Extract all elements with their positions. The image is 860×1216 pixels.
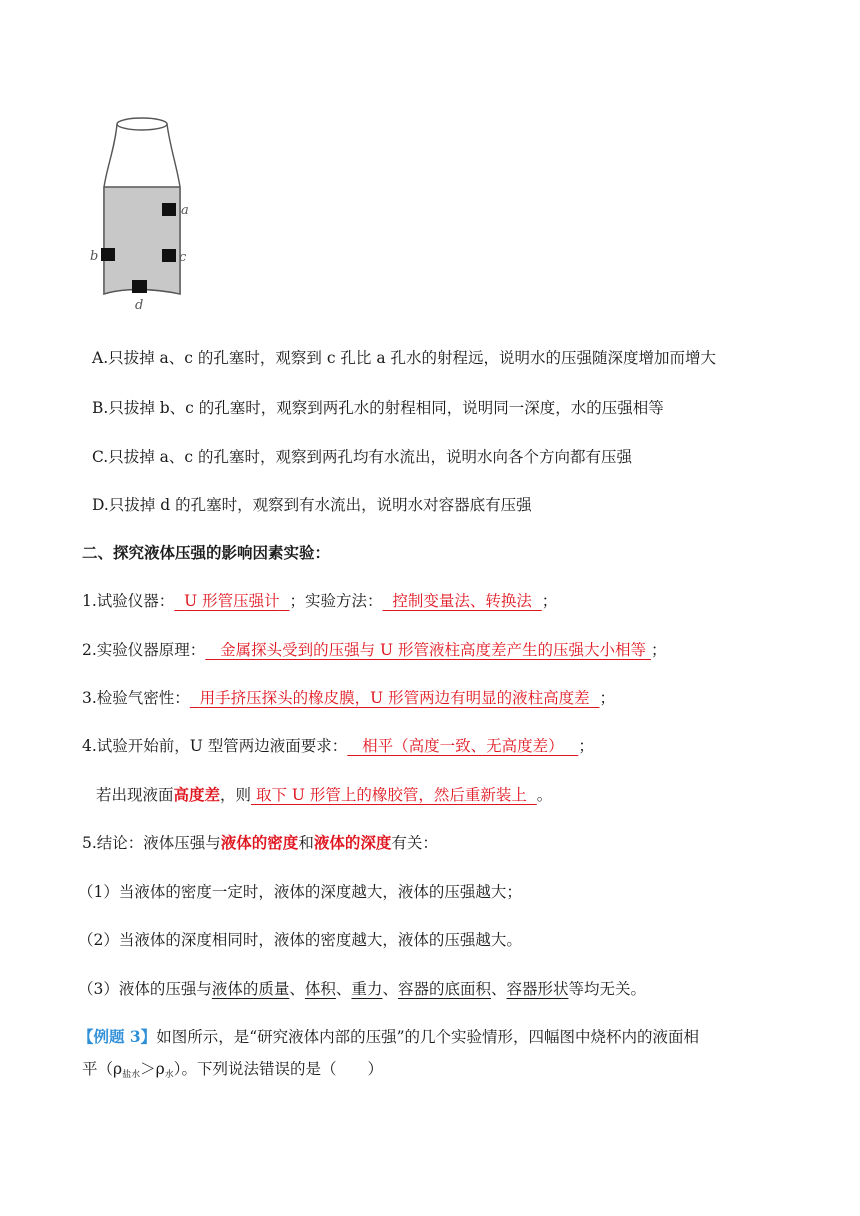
item-2-answer: 金属探头受到的压强与 U 形管液柱高度差产生的压强大小相等 — [220, 641, 646, 659]
item-4b-answer: 取下 U 形管上的橡胶管，然后重新装上 — [255, 786, 527, 804]
hole-c — [162, 249, 176, 262]
option-b: B.只拔掉 b、c 的孔塞时，观察到两孔水的射程相同，说明同一深度，水的压强相等 — [92, 399, 664, 417]
label-a: a — [181, 203, 189, 218]
item-1-prefix: 1.试验仪器： — [82, 592, 175, 610]
conclusion-3: （3）液体的压强与液体的质量、体积、重力、容器的底面积、容器形状等均无关。 — [78, 980, 647, 998]
hole-d — [132, 280, 147, 293]
item-4-followup: 若出现液面高度差，则 取下 U 形管上的橡胶管，然后重新装上 。 — [96, 785, 553, 804]
hole-a — [162, 203, 176, 216]
item-3-answer: 用手挤压探头的橡皮膜，U 形管两边有明显的液柱高度差 — [199, 689, 590, 707]
keyword-depth: 液体的深度 — [313, 833, 392, 852]
option-d: D.只拔掉 d 的孔塞时，观察到有水流出，说明水对容器底有压强 — [92, 496, 532, 514]
item-5: 5.结论：液体压强与液体的密度和液体的深度有关： — [82, 833, 438, 852]
item-1: 1.试验仪器： U 形管压强计 ；实验方法： 控制变量法、转换法 ； — [82, 592, 558, 610]
example-label: 【例题 3】 — [78, 1027, 157, 1046]
item-3: 3.检验气密性： 用手挤压探头的橡皮膜，U 形管两边有明显的液柱高度差 ； — [82, 689, 616, 707]
item-1-answer-1: U 形管压强计 — [184, 592, 280, 610]
section-heading: 二、探究液体压强的影响因素实验： — [82, 543, 331, 562]
option-c: C.只拔掉 a、c 的孔塞时，观察到两孔均有水流出，说明水向各个方向都有压强 — [92, 448, 633, 466]
keyword-height-diff: 高度差 — [173, 785, 221, 804]
item-4: 4.试验开始前，U 型管两边液面要求： 相平（高度一致、无高度差） ； — [82, 737, 594, 755]
item-1-answer-2: 控制变量法、转换法 — [392, 592, 532, 610]
item-1-mid: ；实验方法： — [289, 592, 383, 610]
label-d: d — [135, 298, 144, 313]
option-a: A.只拔掉 a、c 的孔塞时，观察到 c 孔比 a 孔水的射程远，说明水的压强随深度增加而增大 — [92, 349, 717, 367]
conclusion-1: （1）当液体的密度一定时，液体的深度越大，液体的压强越大； — [78, 883, 522, 901]
hole-b — [101, 248, 115, 261]
label-c: c — [179, 250, 187, 265]
label-b: b — [90, 249, 99, 264]
item-4-answer: 相平（高度一致、无高度差） — [362, 737, 564, 755]
example-3-line-2: 平$(\rho_{盐水}>\rho_水)$。下列说法错误的是（ ） — [82, 1060, 384, 1080]
container-figure — [82, 112, 202, 317]
conclusion-2: （2）当液体的深度相同时，液体的密度越大，液体的压强越大。 — [78, 931, 522, 949]
keyword-density: 液体的密度 — [220, 833, 299, 852]
example-3-line-1: 【例题 3】如图所示，是“研究液体内部的压强”的几个实验情形，四幅图中烧杯内的液面相 — [78, 1027, 700, 1046]
item-2: 2.实验仪器原理： 金属探头受到的压强与 U 形管液柱高度差产生的压强大小相等 ； — [82, 641, 667, 659]
